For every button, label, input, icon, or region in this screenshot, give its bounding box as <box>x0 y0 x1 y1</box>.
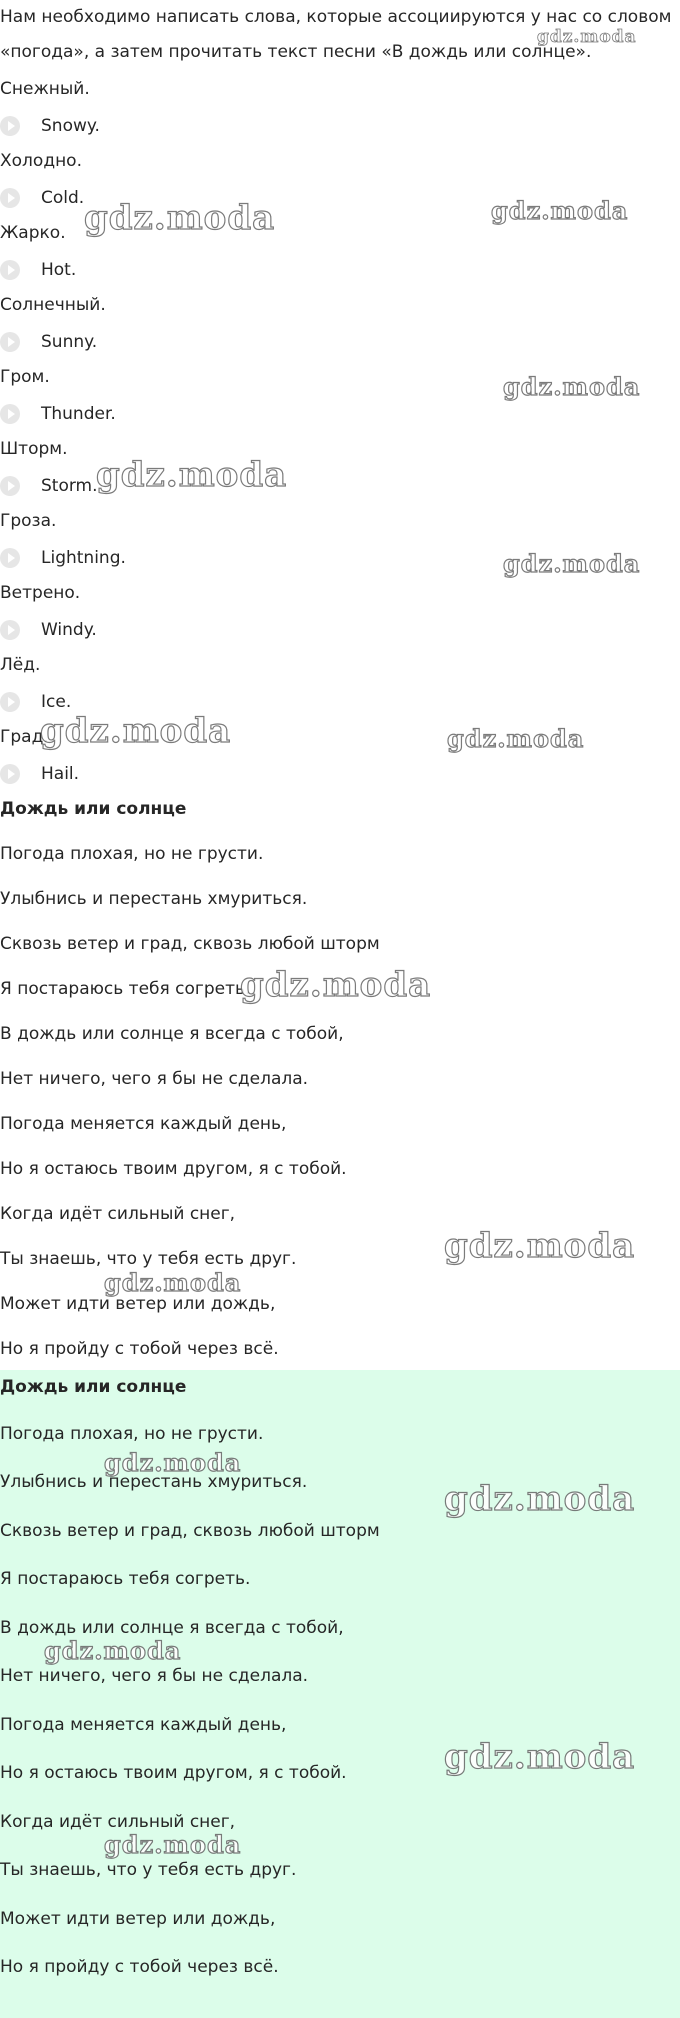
word-ru: Шторм. <box>0 439 68 459</box>
word-ru: Лёд. <box>0 655 41 675</box>
word-en: Snowy. <box>41 116 100 136</box>
watermark: gdz.moda <box>240 965 432 1005</box>
song-line: Но я пройду с тобой через всё. <box>0 1339 279 1359</box>
word-ru: Ветрено. <box>0 583 81 603</box>
song-line: Погода меняется каждый день, <box>0 1114 287 1134</box>
song-line: Сквозь ветер и град, сквозь любой шторм <box>0 934 380 954</box>
watermark: gdz.moda <box>491 196 629 225</box>
song-line: Погода плохая, но не грусти. <box>0 1424 264 1444</box>
song-line: Погода плохая, но не грусти. <box>0 844 264 864</box>
word-ru: Гром. <box>0 367 50 387</box>
song-title: Дождь или солнце <box>0 799 187 819</box>
play-audio-icon[interactable] <box>0 332 20 352</box>
word-ru: Холодно. <box>0 151 82 171</box>
watermark: gdz.moda <box>444 1226 636 1266</box>
word-en: Cold. <box>41 188 85 208</box>
play-audio-icon[interactable] <box>0 260 20 280</box>
song-line: Может идти ветер или дождь, <box>0 1909 276 1929</box>
watermark: gdz.moda <box>96 455 288 495</box>
word-ru: Жарко. <box>0 223 66 243</box>
watermark: gdz.moda <box>84 198 276 238</box>
song-line: Но я остаюсь твоим другом, я с тобой. <box>0 1763 347 1783</box>
play-audio-icon[interactable] <box>0 692 20 712</box>
song-line: В дождь или солнце я всегда с тобой, <box>0 1618 344 1638</box>
song-line: Но я остаюсь твоим другом, я с тобой. <box>0 1159 347 1179</box>
play-audio-icon[interactable] <box>0 188 20 208</box>
song-line: Улыбнись и перестань хмуриться. <box>0 1472 308 1492</box>
song-title: Дождь или солнце <box>0 1377 187 1397</box>
play-audio-icon[interactable] <box>0 404 20 424</box>
song-line: Ты знаешь, что у тебя есть друг. <box>0 1860 297 1880</box>
watermark: gdz.moda <box>537 27 637 47</box>
song-line: Нет ничего, чего я бы не сделала. <box>0 1666 309 1686</box>
watermark: gdz.moda <box>503 372 641 401</box>
song-line: Может идти ветер или дождь, <box>0 1294 276 1314</box>
word-ru: Солнечный. <box>0 295 106 315</box>
watermark: gdz.moda <box>447 724 585 753</box>
word-ru: Снежный. <box>0 79 90 99</box>
play-audio-icon[interactable] <box>0 476 20 496</box>
song-line: Погода меняется каждый день, <box>0 1715 287 1735</box>
word-en: Windy. <box>41 620 97 640</box>
song-line: Я постараюсь тебя согреть. <box>0 979 251 999</box>
play-audio-icon[interactable] <box>0 116 20 136</box>
word-row <box>0 114 100 138</box>
word-en: Storm. <box>41 476 98 496</box>
word-en: Thunder. <box>41 404 116 424</box>
play-audio-icon[interactable] <box>0 548 20 568</box>
song-line: Я постараюсь тебя согреть. <box>0 1569 251 1589</box>
watermark: gdz.moda <box>44 1636 182 1665</box>
song-line: В дождь или солнце я всегда с тобой, <box>0 1024 344 1044</box>
word-en: Ice. <box>41 692 72 712</box>
word-row <box>0 690 71 714</box>
word-ru: Град. <box>0 727 49 747</box>
watermark: gdz.moda <box>444 1737 636 1777</box>
word-en: Sunny. <box>41 332 98 352</box>
watermark: gdz.moda <box>503 549 641 578</box>
watermark: gdz.moda <box>40 711 232 751</box>
intro-line-1: Нам необходимо написать слова, которые ассоциируются у нас со словом <box>0 7 672 27</box>
song-line: Но я пройду с тобой через всё. <box>0 1957 279 1977</box>
song-line: Ты знаешь, что у тебя есть друг. <box>0 1249 297 1269</box>
word-row <box>0 402 116 426</box>
word-en: Hot. <box>41 260 77 280</box>
play-audio-icon[interactable] <box>0 620 20 640</box>
song-line: Когда идёт сильный снег, <box>0 1204 236 1224</box>
word-row <box>0 546 126 570</box>
watermark: gdz.moda <box>104 1830 242 1859</box>
play-audio-icon[interactable] <box>0 764 20 784</box>
word-row <box>0 474 98 498</box>
word-row <box>0 762 79 786</box>
watermark: gdz.moda <box>444 1479 636 1519</box>
word-en: Hail. <box>41 764 80 784</box>
word-row <box>0 618 97 642</box>
song-line: Сквозь ветер и град, сквозь любой шторм <box>0 1521 380 1541</box>
word-ru: Гроза. <box>0 511 57 531</box>
intro-line-2: «погода», а затем прочитать текст песни «В дождь или солнце». <box>0 42 592 62</box>
word-row <box>0 258 76 282</box>
word-row <box>0 330 97 354</box>
song-line: Улыбнись и перестань хмуриться. <box>0 889 308 909</box>
watermark: gdz.moda <box>104 1268 242 1297</box>
song-line: Нет ничего, чего я бы не сделала. <box>0 1069 309 1089</box>
word-row <box>0 186 84 210</box>
word-en: Lightning. <box>41 548 126 568</box>
song-line: Когда идёт сильный снег, <box>0 1812 236 1832</box>
watermark: gdz.moda <box>104 1448 242 1477</box>
